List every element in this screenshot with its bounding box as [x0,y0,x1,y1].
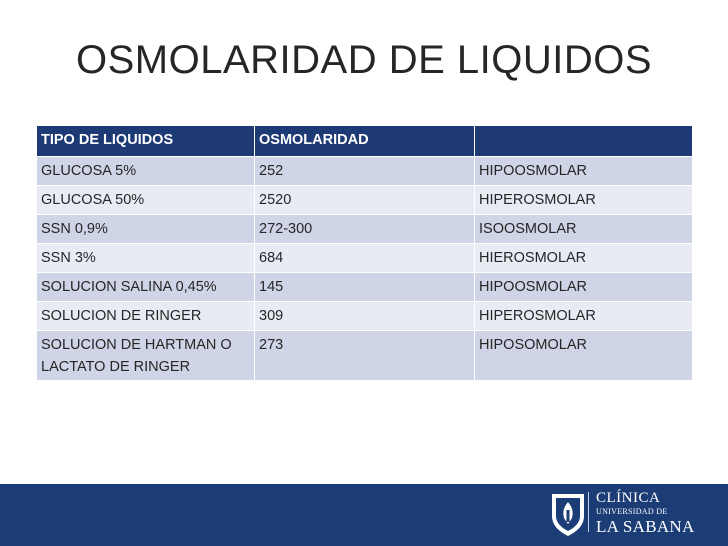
osmolarity-table [36,125,693,381]
cell-classification: HIEROSMOLAR [475,244,693,273]
cell-osmolarity: 252 [255,157,475,186]
cell-classification: HIPOOSMOLAR [475,273,693,302]
header-tipo-de-liquidos: TIPO DE LIQUIDOS [37,126,255,157]
logo-line-1: CLÍNICA [596,490,661,506]
header-classification [475,126,693,157]
cell-osmolarity: 309 [255,302,475,331]
logo-line-2: UNIVERSIDAD DE [596,507,668,516]
cell-classification: HIPOOSMOLAR [475,157,693,186]
cell-liquid: SSN 0,9% [37,215,255,244]
cell-liquid: GLUCOSA 50% [37,186,255,215]
clinic-logo-text [596,491,695,535]
table-header-row [37,126,693,157]
cell-osmolarity: 684 [255,244,475,273]
table-row [37,186,693,215]
cell-classification: HIPOSOMOLAR [475,331,693,381]
logo-line-3: LA SABANA [596,517,695,536]
header-osmolaridad: OSMOLARIDAD [255,126,475,157]
cell-classification: ISOOSMOLAR [475,215,693,244]
cell-classification: HIPEROSMOLAR [475,186,693,215]
cell-liquid: SOLUCION SALINA 0,45% [37,273,255,302]
logo-divider [588,492,589,532]
table-row [37,302,693,331]
cell-liquid: SSN 3% [37,244,255,273]
cell-osmolarity: 2520 [255,186,475,215]
cell-liquid: SOLUCION DE RINGER [37,302,255,331]
table-row [37,157,693,186]
cell-osmolarity: 273 [255,331,475,381]
table-row [37,273,693,302]
table-row [37,215,693,244]
cell-osmolarity: 145 [255,273,475,302]
cell-osmolarity: 272-300 [255,215,475,244]
university-shield-icon [548,490,588,538]
cell-liquid: SOLUCION DE HARTMAN O LACTATO DE RINGER [37,331,255,381]
cell-liquid: GLUCOSA 5% [37,157,255,186]
table-row [37,244,693,273]
table-row [37,331,693,381]
slide-title: OSMOLARIDAD DE LIQUIDOS [75,38,653,82]
cell-classification: HIPEROSMOLAR [475,302,693,331]
